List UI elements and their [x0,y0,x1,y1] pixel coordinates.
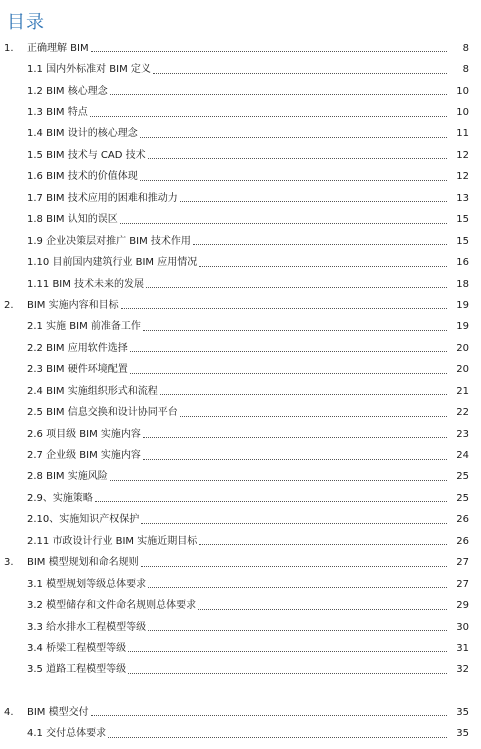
dot-leader [146,287,447,288]
toc-chapter-number: 1. [4,42,14,54]
toc-page-number: 18 [456,278,469,290]
toc-page-number: 25 [456,471,469,483]
toc-entry-title: 1.1 国内外标准对 BIM 定义 [27,64,151,76]
dot-leader [130,351,447,352]
toc-page-number: 19 [456,321,469,333]
toc-section-entry[interactable] [0,338,481,359]
toc-section-entry[interactable] [0,210,481,231]
toc-page-number: 8 [462,64,469,76]
toc-section-entry[interactable] [0,424,481,445]
dot-leader [199,266,447,267]
toc-page-number: 35 [456,706,469,718]
toc-section-entry[interactable] [0,231,481,252]
dot-leader [141,523,447,524]
toc-entry-title: 2.10、实施知识产权保护 [27,514,140,526]
toc-section-entry[interactable] [0,488,481,509]
dot-leader [148,630,447,631]
toc-chapter-entry[interactable] [0,553,481,574]
toc-page-number: 10 [456,107,469,119]
toc-entry-title: 正确理解 BIM [27,42,89,54]
toc-section-entry[interactable] [0,574,481,595]
dot-leader [95,501,447,502]
toc-spacer [0,681,481,702]
toc-chapter-number: 2. [4,299,14,311]
toc-page-number: 12 [456,171,469,183]
toc-entry-title: 2.2 BIM 应用软件选择 [27,342,128,354]
toc-section-entry[interactable] [0,274,481,295]
toc-section-entry[interactable] [0,595,481,616]
toc-page-number: 26 [456,535,469,547]
toc-page-number: 29 [456,600,469,612]
toc-entry-title: 1.2 BIM 核心理念 [27,85,108,97]
toc-list [0,38,481,745]
dot-leader [143,459,447,460]
toc-page-number: 35 [456,728,469,740]
toc-page-number: 16 [456,257,469,269]
dot-leader [120,223,447,224]
toc-entry-title: 1.3 BIM 特点 [27,107,88,119]
toc-page-number: 24 [456,450,469,462]
toc-section-entry[interactable] [0,467,481,488]
toc-section-entry[interactable] [0,510,481,531]
toc-section-entry[interactable] [0,188,481,209]
toc-section-entry[interactable] [0,724,481,745]
dot-leader [199,544,447,545]
toc-entry-title: 2.7 企业级 BIM 实施内容 [27,450,141,462]
dot-leader [148,158,447,159]
page-title: 目录 [7,12,45,33]
dot-leader [141,566,447,567]
dot-leader [180,416,447,417]
toc-entry-title: 1.11 BIM 技术未来的发展 [27,278,145,290]
toc-chapter-entry[interactable] [0,702,481,723]
toc-chapter-entry[interactable] [0,38,481,59]
toc-entry-title: 2.5 BIM 信息交换和设计协同平台 [27,407,178,419]
toc-page-number: 20 [456,342,469,354]
toc-entry-title: 2.3 BIM 硬件环境配置 [27,364,128,376]
toc-entry-title: 2.8 BIM 实施风险 [27,471,108,483]
toc-section-entry[interactable] [0,445,481,466]
toc-section-entry[interactable] [0,59,481,80]
toc-entry-title: 3.4 桥梁工程模型等级 [27,642,127,654]
toc-chapter-entry[interactable] [0,295,481,316]
dot-leader [128,673,447,674]
toc-page-number: 21 [456,385,469,397]
toc-entry-title: 1.8 BIM 认知的误区 [27,214,118,226]
toc-page-number: 26 [456,514,469,526]
dot-leader [160,394,447,395]
toc-section-entry[interactable] [0,660,481,681]
toc-section-entry[interactable] [0,617,481,638]
dot-leader [108,737,447,738]
toc-page-number: 13 [456,192,469,204]
dot-leader [193,244,447,245]
toc-page-number: 12 [456,149,469,161]
toc-entry-title: 3.5 道路工程模型等级 [27,664,127,676]
toc-entry-title: BIM 实施内容和目标 [27,299,119,311]
toc-entry-title: 3.1 模型规划等级总体要求 [27,578,147,590]
toc-section-entry[interactable] [0,124,481,145]
toc-page-number: 27 [456,557,469,569]
toc-section-entry[interactable] [0,381,481,402]
toc-section-entry[interactable] [0,102,481,123]
dot-leader [153,73,447,74]
dot-leader [180,201,447,202]
toc-entry-title: 1.5 BIM 技术与 CAD 技术 [27,149,146,161]
toc-entry-title: 2.1 实施 BIM 前准备工作 [27,321,141,333]
dot-leader [91,715,447,716]
toc-section-entry[interactable] [0,638,481,659]
dot-leader [90,116,447,117]
dot-leader [140,180,447,181]
toc-page-number: 11 [456,128,469,140]
toc-entry-title: 3.2 模型储存和文件命名规则总体要求 [27,600,197,612]
toc-entry-title: BIM 模型规划和命名规则 [27,557,139,569]
toc-page-number: 15 [456,214,469,226]
dot-leader [110,480,447,481]
toc-section-entry[interactable] [0,252,481,273]
toc-entry-title: 1.6 BIM 技术的价值体现 [27,171,138,183]
toc-section-entry[interactable] [0,531,481,552]
dot-leader [130,373,447,374]
toc-page-number: 8 [462,42,469,54]
dot-leader [110,94,447,95]
toc-entry-title: 1.10 目前国内建筑行业 BIM 应用情况 [27,257,198,269]
toc-page-number: 10 [456,85,469,97]
toc-section-entry[interactable] [0,81,481,102]
toc-entry-title: 1.9 企业决策层对推广 BIM 技术作用 [27,235,191,247]
toc-entry-title: 1.7 BIM 技术应用的困难和推动力 [27,192,178,204]
toc-entry-title: 4.1 交付总体要求 [27,728,107,740]
toc-page-number: 23 [456,428,469,440]
dot-leader [91,51,447,52]
dot-leader [121,308,447,309]
toc-entry-title: 2.9、实施策略 [27,492,93,504]
toc-entry-title: 3.3 给水排水工程模型等级 [27,621,147,633]
toc-section-entry[interactable] [0,402,481,423]
toc-entry-title: BIM 模型交付 [27,706,89,718]
toc-entry-title: 2.11 市政设计行业 BIM 实施近期目标 [27,535,198,547]
toc-page-number: 31 [456,642,469,654]
toc-chapter-number: 3. [4,557,14,569]
toc-page-number: 20 [456,364,469,376]
toc-chapter-number: 4. [4,706,14,718]
toc-page-number: 30 [456,621,469,633]
dot-leader [198,609,447,610]
toc-entry-title: 2.6 项目级 BIM 实施内容 [27,428,141,440]
toc-section-entry[interactable] [0,360,481,381]
dot-leader [128,651,447,652]
dot-leader [143,330,447,331]
dot-leader [148,587,447,588]
toc-page-number: 27 [456,578,469,590]
toc-section-entry[interactable] [0,145,481,166]
dot-leader [140,137,447,138]
toc-entry-title: 2.4 BIM 实施组织形式和流程 [27,385,158,397]
toc-entry-title: 1.4 BIM 设计的核心理念 [27,128,138,140]
toc-section-entry[interactable] [0,167,481,188]
toc-section-entry[interactable] [0,317,481,338]
dot-leader [143,437,447,438]
toc-page-number: 22 [456,407,469,419]
toc-page-number: 19 [456,299,469,311]
toc-page-number: 15 [456,235,469,247]
toc-page-number: 25 [456,492,469,504]
toc-page-number: 32 [456,664,469,676]
